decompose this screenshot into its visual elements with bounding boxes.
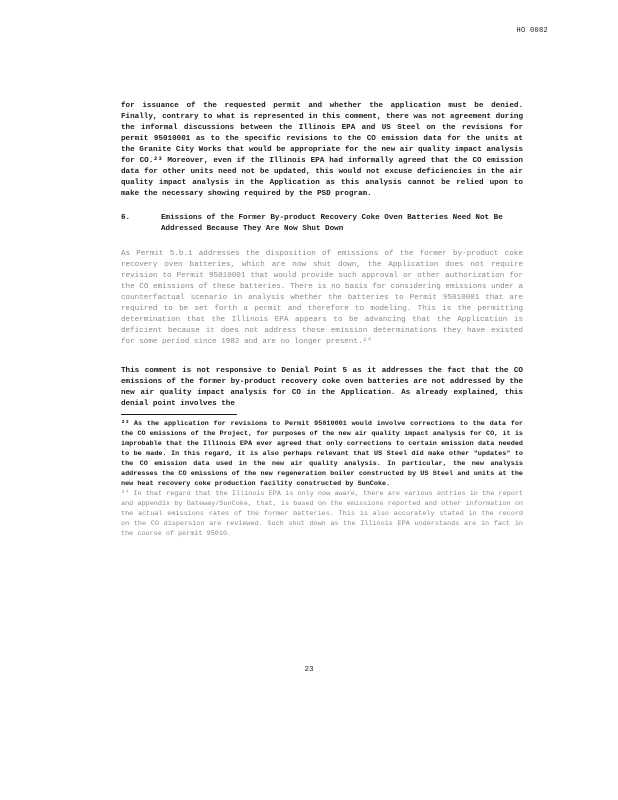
section-heading (121, 213, 523, 235)
document-id: HO 0082 (516, 27, 548, 35)
section-title: Emissions of the Former By-product Recovery Coke Oven Batteries Need Not Be Addressed Because They Are Now Shut Down (161, 214, 503, 233)
footnote-separator (121, 414, 237, 415)
footnote-23: ²³ As the application for revisions to Permit 95010001 would involve corrections to the data for the CO emissions of the Project, for purposes of the new air quality impact analysis for CO, it is improbable that the Illinois EPA ever agreed that only corrections to certain emission data needed to be made. In this regard, it is also perhaps relevant that US Steel did make other "updates" to the CO emission data used in the new air quality analysis. In particular, the new analysis addresses the CO emissions of the new regeneration boiler constructed by US Steel and units at the new heat recovery coke production facility constructed by SunCoke. (121, 420, 523, 488)
paragraph-comment: As Permit 5.b.1 addresses the disposition of emissions of the former by-product coke recovery oven batteries, which are now shut down, the Application does not require revision to Permit 95010001 that would provide such approval or other authorization for the CO emissions of these batteries. There is no basis for considering emissions under a counterfactual scenario in analysis whether the batteries to Permit 95010001 that are required to be set forth a permit and therefore to modeling. This is the permitting determination that the Illinois EPA appears to be advancing that the Application is deficient because it does not address those emission determinations they have existed for some period since 1982 and are no longer present.²⁴ (121, 250, 523, 346)
paragraph-continuation: for issuance of the requested permit and whether the application must be denied. Finally, contrary to what is represented in this comment, there was not agreement during the informal discussions between the Illinois EPA and US Steel on the revisions for permit 95010001 as to the specific revisions to the CO emission data for the units at the Granite City Works that would be appropriate for the new air quality impact analysis for CO.²³ Moreover, even if the Illinois EPA had informally agreed that the CO emission data for other units need not be updated, this would not excuse deficiencies in the air quality impact analysis in the Application as this analysis cannot be relied upon to make the necessary showing required by the PSD program. (121, 102, 523, 198)
paragraph-response: This comment is not responsive to Denial Point 5 as it addresses the fact that the CO emissions of the former by-product recovery coke oven batteries are not addressed by the new air quality impact analysis for CO in the Application. As already explained, this denial point involves the (121, 367, 523, 408)
page-number: 23 (304, 666, 314, 674)
section-number: 6. (121, 214, 131, 222)
footnote-24: ²⁴ In that regard that the Illinois EPA is only now aware, there are various entries in the report and appendix by Gateway/SunCoke, that, is based on the emissions reported and other information on the actual emissions rates of the former batteries. This is also accurately stated in the record on the CO dispersion are reviewed. Such shut down as the Illinois EPA understands are in fact in the course of permit 95010. (121, 490, 523, 538)
document-body (121, 101, 523, 539)
